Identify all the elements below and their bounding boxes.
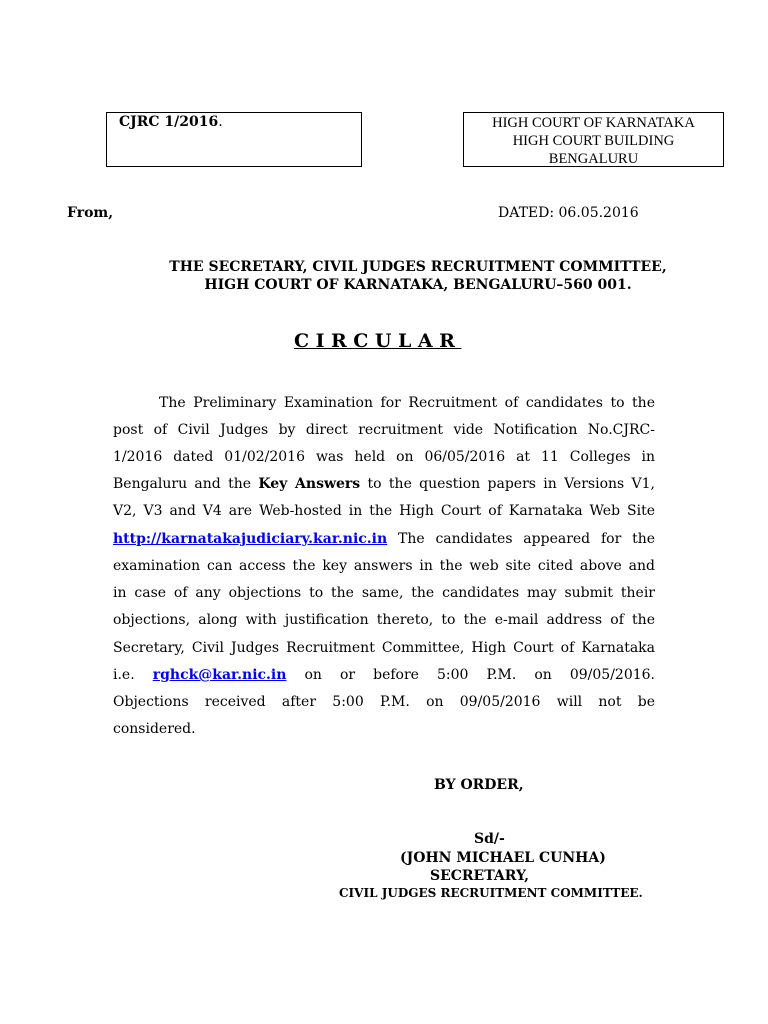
date-line: DATED: 06.05.2016	[498, 205, 639, 221]
address-line-1: HIGH COURT OF KARNATAKA	[492, 115, 695, 131]
body-line: i.e. rghck@kar.nic.in on or before 5:00 P.M. on 09/05/2016.	[113, 667, 655, 683]
circular-heading: CIRCULAR	[294, 330, 462, 352]
sender-line-2: HIGH COURT OF KARNATAKA, BENGALURU–560 001.	[204, 277, 632, 293]
body-line: 1/2016 dated 01/02/2016 was held on 06/05/2016 at 11 Colleges in	[113, 449, 655, 465]
body-line: considered.	[113, 721, 196, 737]
address-line-2: HIGH COURT BUILDING	[512, 133, 675, 149]
court-address-box	[463, 112, 724, 167]
body-line: post of Civil Judges by direct recruitment vide Notification No.CJRC-	[113, 422, 655, 438]
by-order: BY ORDER,	[434, 777, 524, 793]
signed-mark: Sd/-	[474, 831, 505, 847]
signatory-name: (JOHN MICHAEL CUNHA)	[400, 850, 606, 866]
body-line: in case of any objections to the same, the candidates may submit their	[113, 585, 655, 601]
body-line: The Preliminary Examination for Recruitment of candidates to the	[159, 395, 655, 411]
reference-number: CJRC 1/2016.	[119, 114, 223, 130]
address-line-3: BENGALURU	[548, 151, 639, 167]
body-line: objections, along with justification thereto, to the e-mail address of the	[113, 612, 655, 628]
body-line: V2, V3 and V4 are Web-hosted in the High Court of Karnataka Web Site	[113, 503, 655, 519]
body-line: http://karnatakajudiciary.kar.nic.in The candidates appeared for the	[113, 531, 655, 547]
from-label: From,	[67, 205, 114, 221]
body-line: Bengaluru and the Key Answers to the question papers in Versions V1,	[113, 476, 656, 492]
website-link[interactable]: http://karnatakajudiciary.kar.nic.in	[113, 531, 388, 547]
reference-box	[106, 112, 362, 167]
body-line: examination can access the key answers in the web site cited above and	[113, 558, 655, 574]
body-line: Secretary, Civil Judges Recruitment Committee, High Court of Karnataka	[113, 640, 655, 656]
committee-name: CIVIL JUDGES RECRUITMENT COMMITTEE.	[339, 886, 643, 900]
key-answers-text: Key Answers	[258, 476, 361, 492]
body-line: Objections received after 5:00 P.M. on 09/05/2016 will not be	[113, 694, 655, 710]
sender-line-1: THE SECRETARY, CIVIL JUDGES RECRUITMENT COMMITTEE,	[169, 259, 667, 275]
signatory-title: SECRETARY,	[430, 868, 530, 884]
email-link[interactable]: rghck@kar.nic.in	[152, 667, 287, 683]
